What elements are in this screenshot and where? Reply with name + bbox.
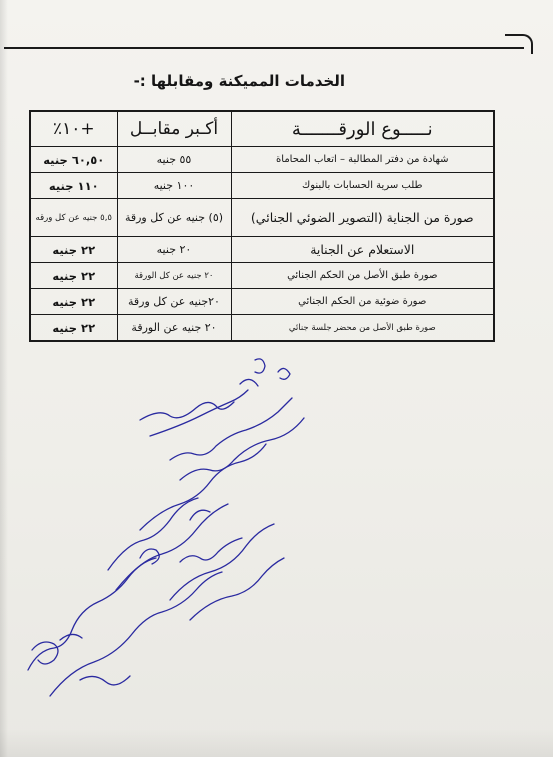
cell-max-fee: ٥٥ جنيه [117, 147, 231, 173]
header-max-fee: أكـبر مقابــل [117, 111, 231, 147]
cell-plus-ten-percent: ٥,٥ جنيه عن كل ورقه [30, 199, 117, 237]
header-plus-ten-percent: +١٠٪ [30, 111, 117, 147]
table-row [30, 237, 494, 263]
table-row [30, 289, 494, 315]
cell-document-type: طلب سرية الحسابات بالبنوك [231, 173, 494, 199]
cell-max-fee: ٢٠جنيه عن كل ورقة [117, 289, 231, 315]
cell-document-type: صورة طبق الأصل من الحكم الجنائي [231, 263, 494, 289]
table-header-row [30, 111, 494, 147]
cell-max-fee: ٢٠ جنيه عن كل الورقة [117, 263, 231, 289]
cell-document-type: صورة ضوئية من الحكم الجنائي [231, 289, 494, 315]
scan-bottom-shadow [0, 729, 553, 757]
cell-plus-ten-percent: ٢٢ جنيه [30, 237, 117, 263]
cell-document-type: الاستعلام عن الجناية [231, 237, 494, 263]
scan-edge-shadow [0, 0, 8, 757]
cell-document-type: شهادة من دفتر المطالبة – اتعاب المحاماة [231, 147, 494, 173]
cell-plus-ten-percent: ٢٢ جنيه [30, 263, 117, 289]
cell-document-type: صورة طبق الأصل من محضر جلسة جنائي [231, 315, 494, 342]
table-row [30, 173, 494, 199]
cell-plus-ten-percent: ٦٠,٥٠ جنيه [30, 147, 117, 173]
header-document-type: نـــــوع الورقـــــــة [231, 111, 494, 147]
handwritten-approval-note [20, 350, 350, 710]
page-heading: الخدمات المميكنة ومقابلها :- [133, 72, 345, 90]
table-row [30, 263, 494, 289]
table-row [30, 147, 494, 173]
cell-plus-ten-percent: ١١٠ جنيه [30, 173, 117, 199]
services-table [29, 110, 495, 342]
top-rule-line [4, 47, 524, 49]
cell-max-fee: (٥) جنيه عن كل ورقة [117, 199, 231, 237]
table-row [30, 315, 494, 342]
cell-max-fee: ٢٠ جنيه [117, 237, 231, 263]
cell-max-fee: ٢٠ جنيه عن الورقة [117, 315, 231, 342]
top-corner-mark [505, 34, 533, 54]
table-row [30, 199, 494, 237]
cell-max-fee: ١٠٠ جنيه [117, 173, 231, 199]
cell-document-type: صورة من الجناية (التصوير الضوئي الجنائي) [231, 199, 494, 237]
cell-plus-ten-percent: ٢٢ جنيه [30, 315, 117, 342]
cell-plus-ten-percent: ٢٢ جنيه [30, 289, 117, 315]
